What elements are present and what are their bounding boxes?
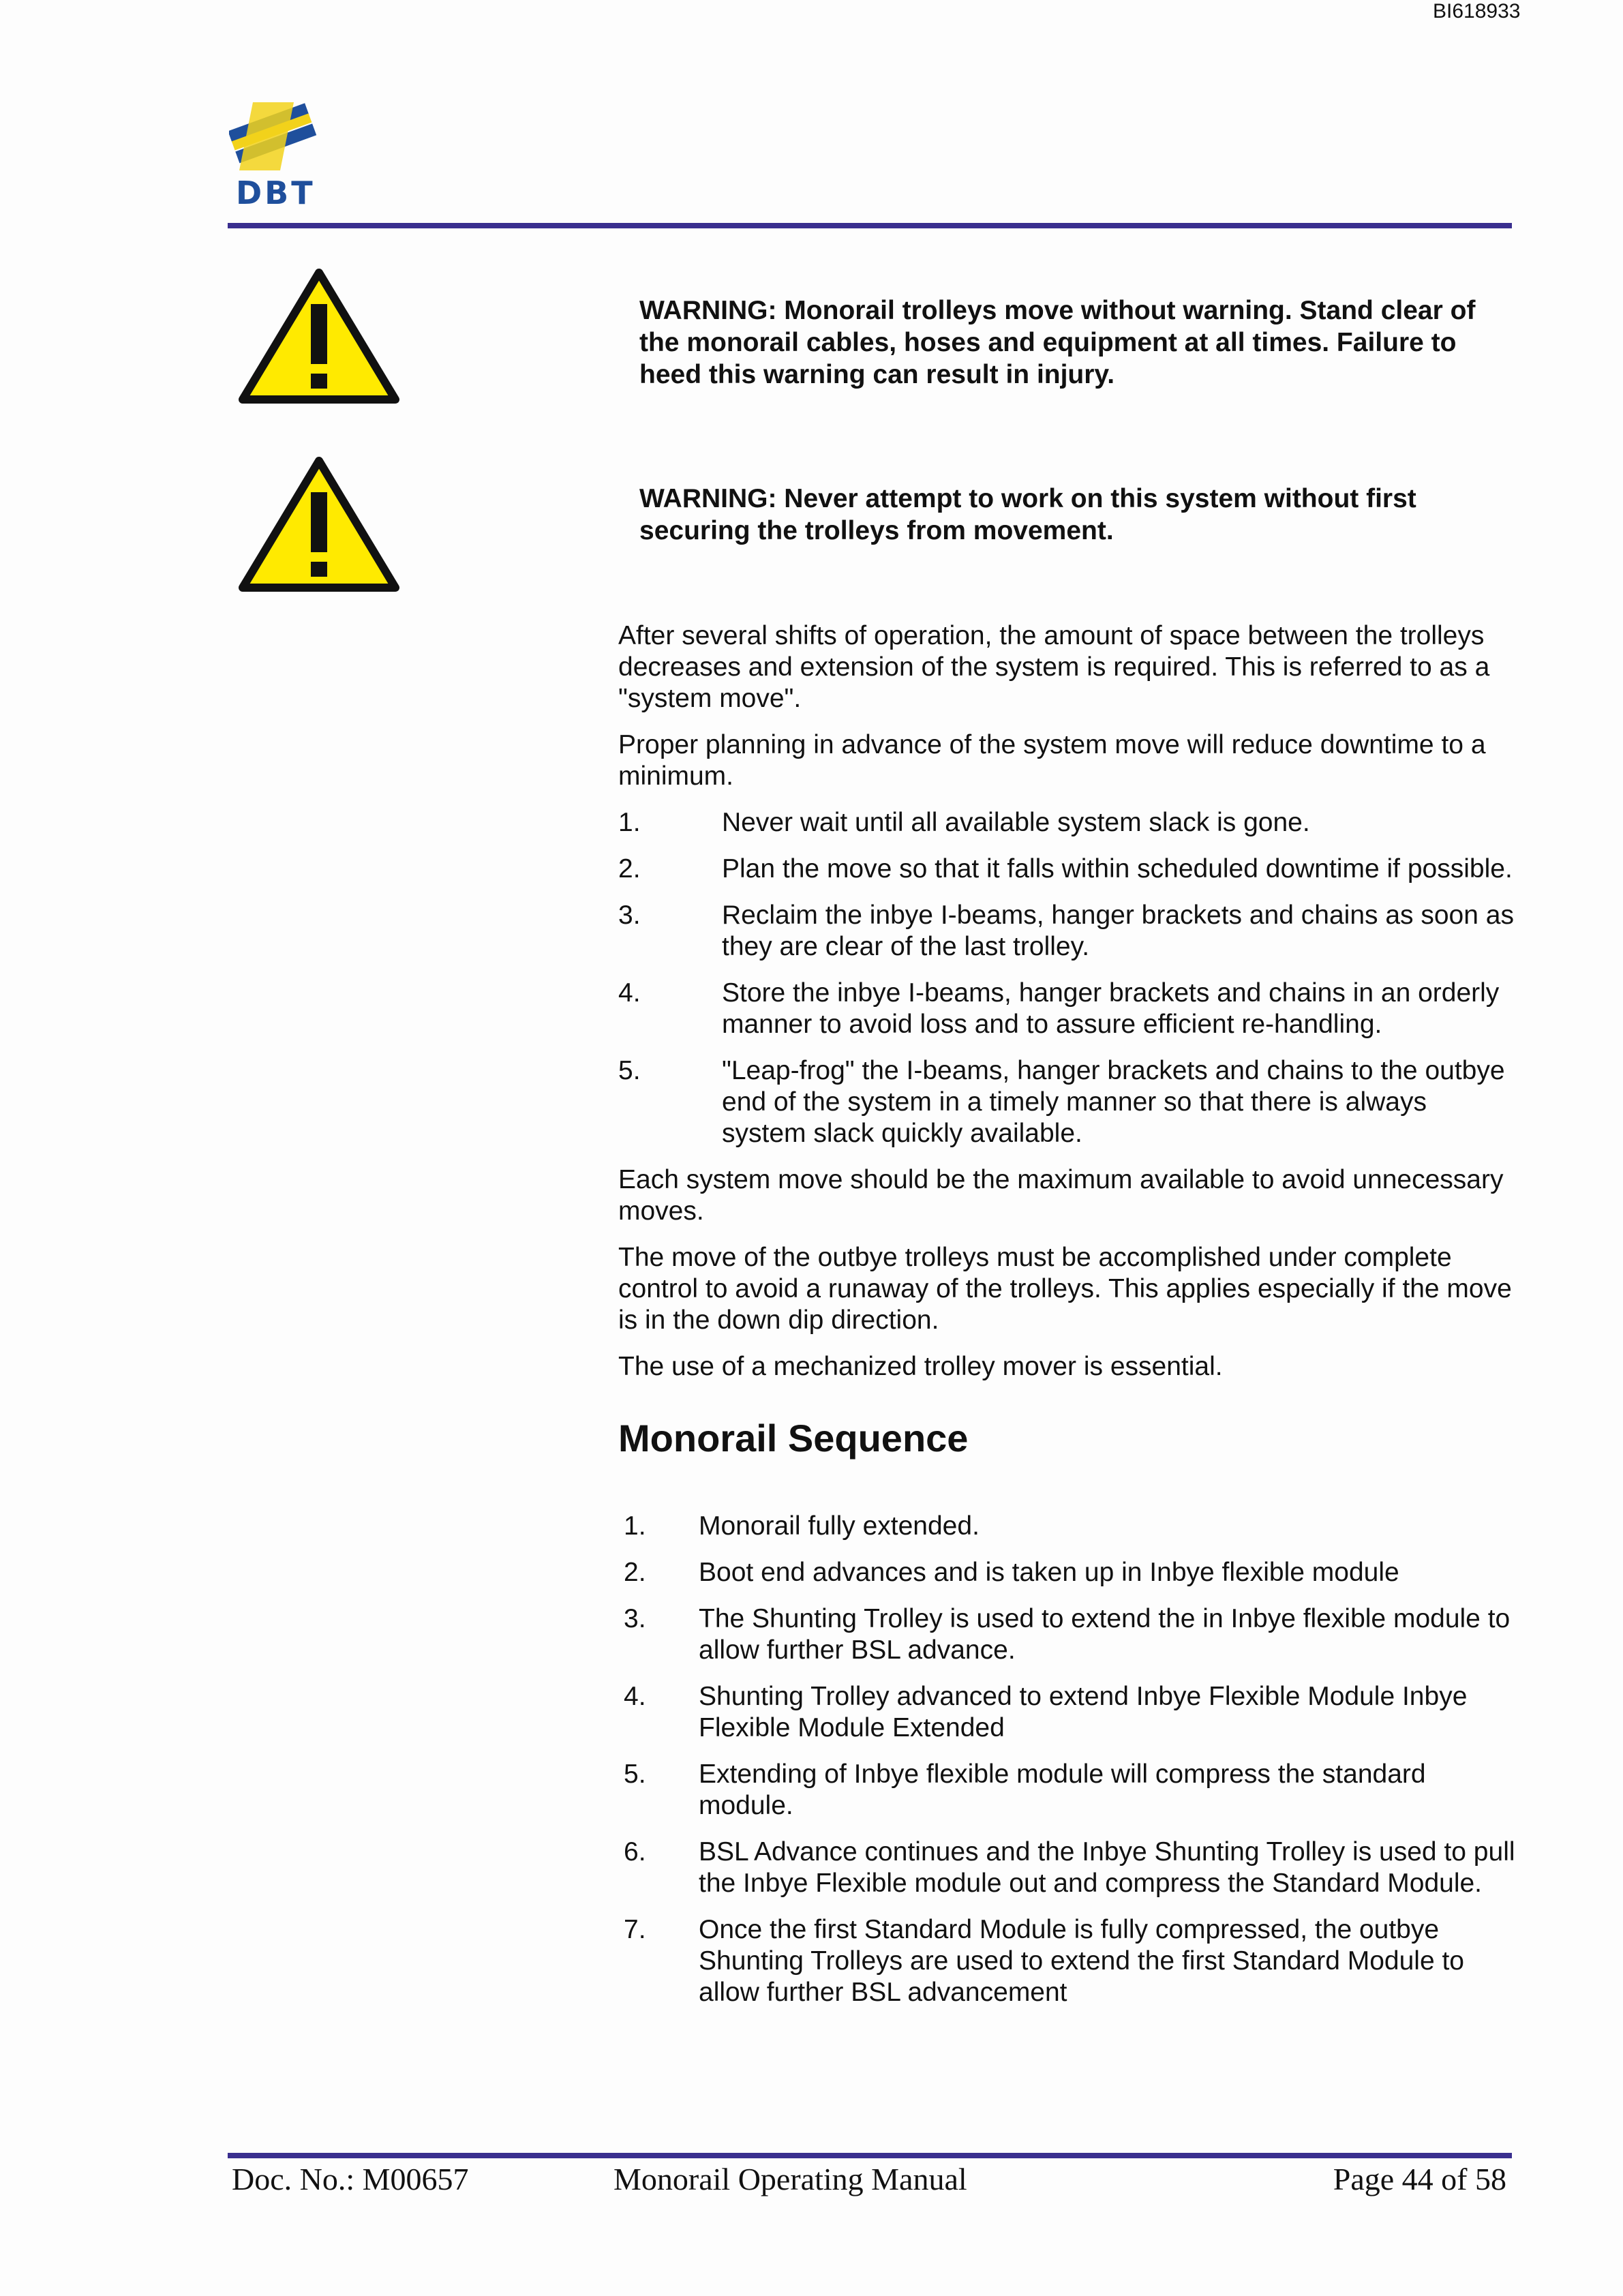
list-text: BSL Advance continues and the Inbye Shunting Trolley is used to pull the Inbye Flexible module out and compress the Standard Module. [699,1837,1515,1898]
list-item [618,1759,1518,1822]
list-number: 2. [618,854,641,883]
list-text: Never wait until all available system slack is gone. [722,808,1310,837]
body-paragraph: The use of a mechanized trolley mover is essential. [618,1352,1223,1381]
list-number: 1. [618,808,641,837]
warning-triangle-icon [239,269,399,405]
list-item [618,1914,1518,2008]
list-item [618,1603,1518,1666]
list-text: Shunting Trolley advanced to extend Inbye Flexible Module Inbye Flexible Module Extended [699,1682,1468,1742]
list-text: Reclaim the inbye I-beams, hanger brackets and chains as soon as they are clear of the last trolley. [722,901,1514,961]
list-text: "Leap-frog" the I-beams, hanger brackets and chains to the outbye end of the system in a timely manner so that there is always system slack quickly available. [722,1056,1505,1148]
body-paragraph: Each system move should be the maximum available to avoid unnecessary moves. [618,1165,1504,1226]
list-text: Monorail fully extended. [699,1511,980,1541]
main-content [618,620,1518,2023]
logo-text: DBT [236,175,316,211]
list-item [618,900,1518,963]
footer-page-number: Page 44 of 58 [1333,2162,1506,2196]
body-paragraph: The move of the outbye trolleys must be accomplished under complete control to avoid a runaway of the trolleys. This applies especially if the move is in the down dip direction. [618,1243,1512,1335]
list-number: 5. [618,1056,641,1085]
intro-paragraph: Proper planning in advance of the system move will reduce downtime to a minimum. [618,730,1486,791]
list-item [618,854,1518,885]
list-number: 3. [618,901,641,930]
footer-title: Monorail Operating Manual [613,2162,967,2196]
header-rule [228,223,1512,228]
list-item [618,1055,1518,1149]
warning-triangle-icon [239,457,399,593]
footer-doc-number: Doc. No.: M00657 [232,2162,469,2196]
list-number: 5. [624,1759,646,1789]
document-reference: BI618933 [1433,0,1521,22]
list-text: Extending of Inbye flexible module will compress the standard module. [699,1759,1426,1820]
list-item [618,978,1518,1040]
page-footer [232,2161,1506,2202]
list-item [618,1511,1518,1542]
list-item [618,1681,1518,1744]
list-item [618,1837,1518,1899]
footer-rule [228,2153,1512,2158]
list-number: 4. [618,978,641,1008]
list-text: Store the inbye I-beams, hanger brackets and chains in an orderly manner to avoid loss and to assure efficient re-handling. [722,978,1500,1039]
list-item [618,1557,1518,1588]
list-number: 4. [624,1682,646,1711]
list-number: 2. [624,1558,646,1587]
intro-paragraph: After several shifts of operation, the amount of space between the trolleys decreases and extension of the system is required. This is referred to as a "system move". [618,621,1490,713]
section-heading: Monorail Sequence [618,1417,969,1460]
warning-message-2: WARNING: Never attempt to work on this system without first securing the trolleys from movement. [639,484,1416,545]
list-text: Once the first Standard Module is fully compressed, the outbye Shunting Trolleys are used to extend the first Standard Module to allow further BSL advancement [699,1915,1465,2007]
list-number: 1. [624,1511,646,1541]
warning-message-1: WARNING: Monorail trolleys move without warning. Stand clear of the monorail cables, hoses and equipment at all times. Failure to heed this warning can result in injury. [639,296,1476,389]
list-text: Boot end advances and is taken up in Inbye flexible module [699,1558,1399,1587]
list-text: Plan the move so that it falls within scheduled downtime if possible. [722,854,1513,883]
list-number: 3. [624,1604,646,1633]
sequence-steps-list [618,1511,1518,2008]
list-text: The Shunting Trolley is used to extend the in Inbye flexible module to allow further BSL advance. [699,1604,1511,1665]
planning-steps-list [618,807,1518,1149]
list-number: 7. [624,1915,646,1944]
list-number: 6. [624,1837,646,1867]
list-item [618,807,1518,839]
